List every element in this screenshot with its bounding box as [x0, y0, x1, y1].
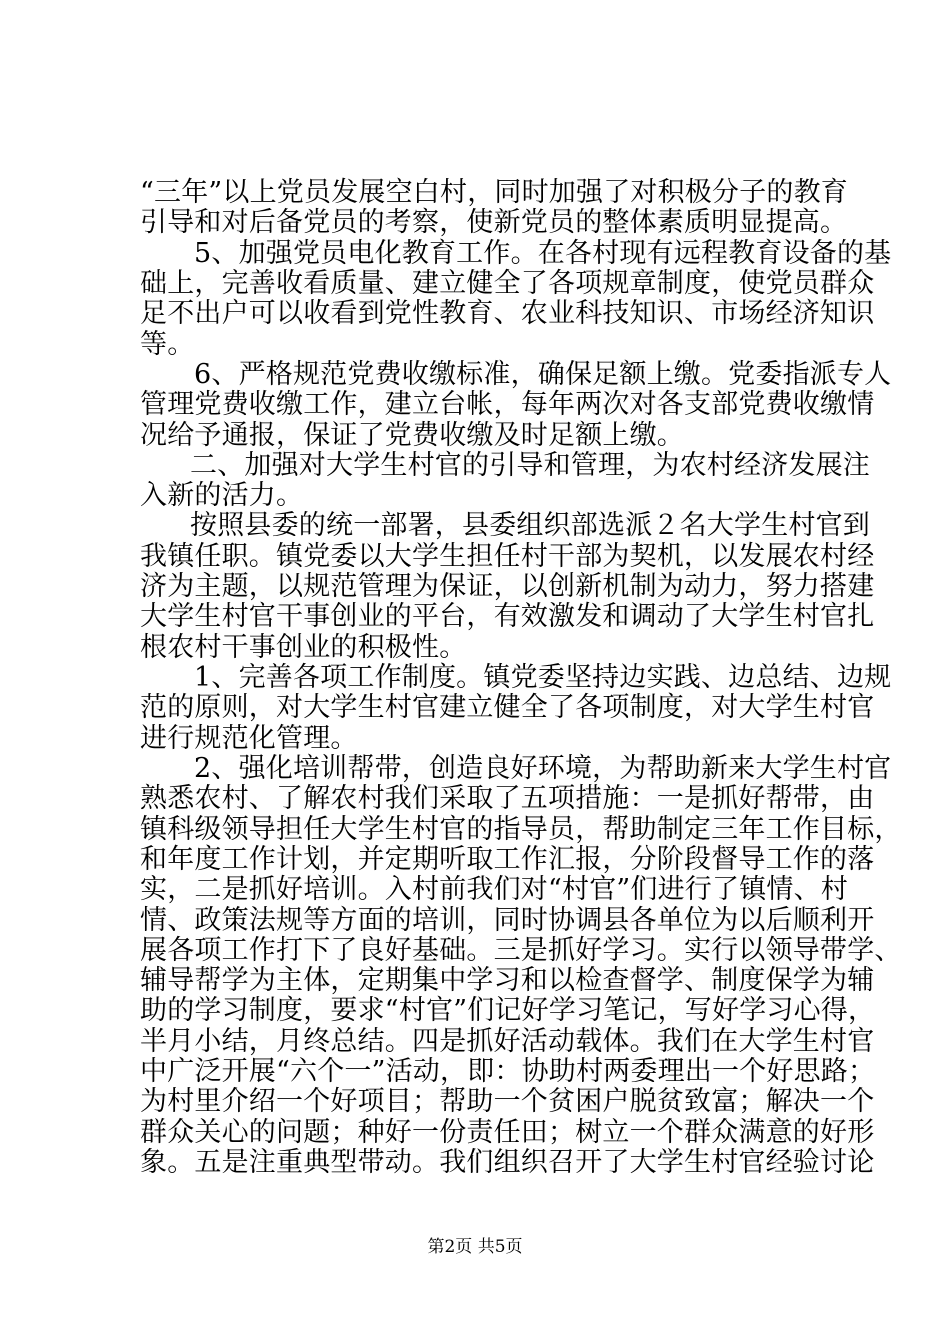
text-line: 6、严格规范党费收缴标准，确保足额上缴。党委指派专人	[194, 359, 892, 390]
text-line: 二、加强对大学生村官的引导和管理，为农村经济发展注	[190, 450, 870, 481]
text-line: 半月小结，月终总结。四是抓好活动载体。我们在大学生村官	[140, 1026, 875, 1057]
text-line: 群众关心的问题；种好一份责任田；树立一个群众满意的好形	[140, 1117, 875, 1148]
text-line: 根农村干事创业的积极性。	[140, 632, 467, 663]
text-line: 进行规范化管理。	[140, 723, 358, 754]
text-line: 1、完善各项工作制度。镇党委坚持边实践、边总结、边规	[194, 662, 892, 693]
text-line: 和年度工作计划，并定期听取工作汇报，分阶段督导工作的落	[140, 844, 875, 875]
text-line: 济为主题，以规范管理为保证，以创新机制为动力，努力搭建	[140, 571, 875, 602]
text-line: 展各项工作打下了良好基础。三是抓好学习。实行以领导带学、	[140, 935, 902, 966]
text-line: 等。	[140, 329, 195, 360]
text-line: 管理党费收缴工作，建立台帐，每年两次对各支部党费收缴情	[140, 389, 875, 420]
text-line: 我镇任职。镇党委以大学生担任村干部为契机，以发展农村经	[140, 541, 875, 572]
text-line: 5、加强党员电化教育工作。在各村现有远程教育设备的基	[194, 238, 892, 269]
text-line: 大学生村官干事创业的平台，有效激发和调动了大学生村官扎	[140, 601, 875, 632]
text-line: 范的原则，对大学生村官建立健全了各项制度，对大学生村官	[140, 692, 875, 723]
text-line: 中广泛开展“六个一”活动，即：协助村两委理出一个好思路；	[140, 1056, 876, 1087]
text-line: 引导和对后备党员的考察，使新党员的整体素质明显提高。	[140, 207, 848, 238]
text-line: 辅导帮学为主体，定期集中学习和以检查督学、制度保学为辅	[140, 965, 875, 996]
page-number-footer: 第2页 共5页	[427, 1237, 523, 1257]
text-line: 况给予通报，保证了党费收缴及时足额上缴。	[140, 420, 684, 451]
text-line: 熟悉农村、了解农村我们采取了五项措施：一是抓好帮带，由	[140, 783, 875, 814]
text-line: 助的学习制度，要求“村官”们记好学习笔记，写好学习心得，	[140, 995, 876, 1026]
text-line: “三年”以上党员发展空白村，同时加强了对积极分子的教育	[140, 177, 849, 208]
text-line: 象。五是注重典型带动。我们组织召开了大学生村官经验讨论	[140, 1147, 875, 1178]
text-line: 实，二是抓好培训。入村前我们对“村官”们进行了镇情、村	[140, 874, 849, 905]
text-line: 情、政策法规等方面的培训，同时协调县各单位为以后顺利开	[140, 905, 875, 936]
text-line: 础上，完善收看质量、建立健全了各项规章制度，使党员群众	[140, 268, 875, 299]
text-line: 入新的活力。	[140, 480, 304, 511]
text-line: 镇科级领导担任大学生村官的指导员，帮助制定三年工作目标，	[140, 814, 902, 845]
text-line: 为村里介绍一个好项目；帮助一个贫困户脱贫致富；解决一个	[140, 1086, 875, 1117]
text-line: 2、强化培训帮带，创造良好环境，为帮助新来大学生村官	[194, 753, 892, 784]
text-line: 按照县委的统一部署，县委组织部选派２名大学生村官到	[190, 510, 870, 541]
text-line: 足不出户可以收看到党性教育、农业科技知识、市场经济知识	[140, 298, 875, 329]
